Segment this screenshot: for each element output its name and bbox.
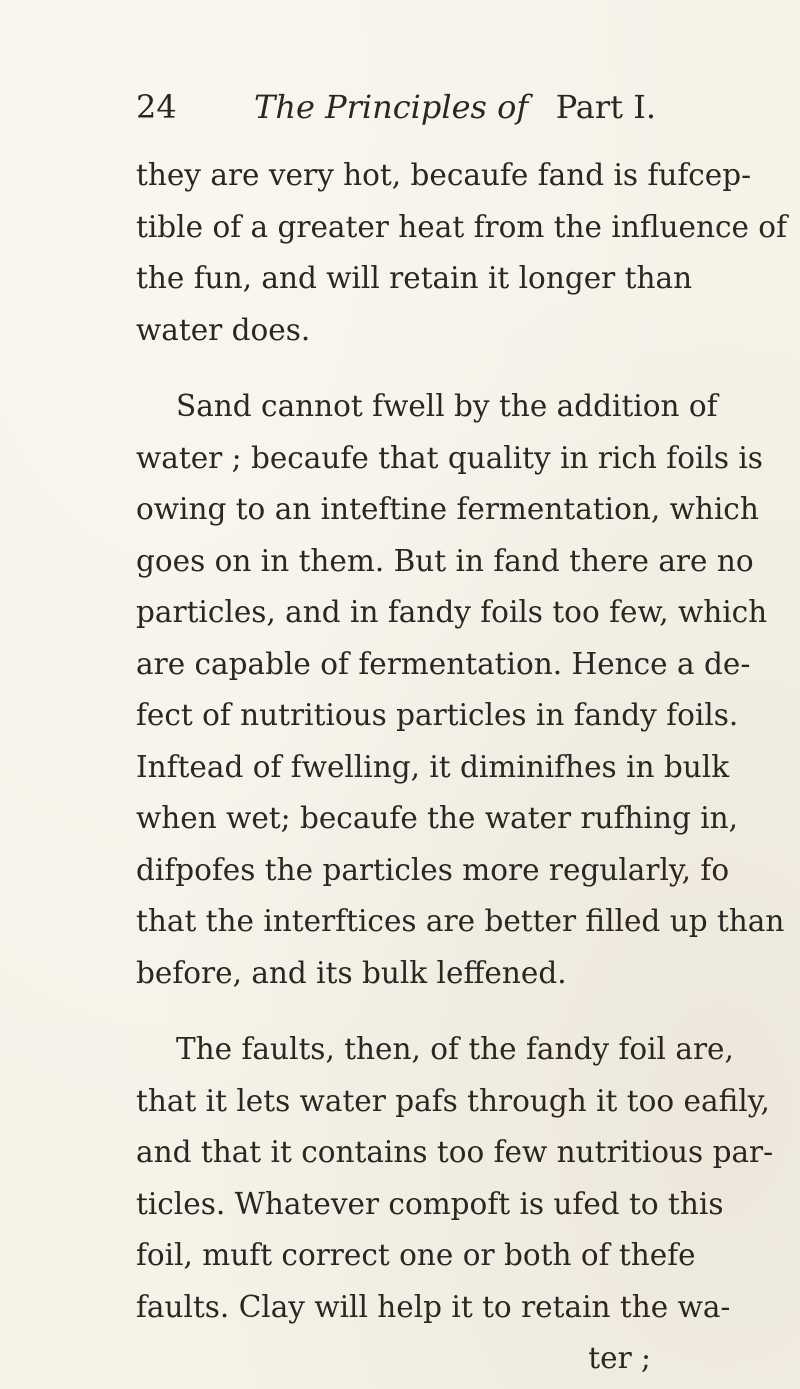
text-line: The faults, then, of the fandy foil are,	[176, 1032, 734, 1066]
text-line: goes on in them. But in fand there are no	[136, 543, 754, 578]
body-text	[136, 150, 787, 1385]
text-line: when wet; becaufe the water rufhing in,	[136, 801, 739, 835]
page-number: 24	[136, 88, 177, 126]
text-line: the fun, and will retain it longer than	[136, 261, 693, 295]
page-header	[136, 88, 656, 136]
text-line: and that it contains too few nutritious par-	[136, 1135, 774, 1169]
text-line: particles, and in fandy foils too few, which	[136, 595, 768, 629]
text-line: tible of a greater heat from the influence of	[136, 209, 787, 244]
text-line: faults. Clay will help it to retain the wa-	[136, 1289, 731, 1324]
part-label: Part I.	[555, 88, 656, 126]
paragraph-2	[136, 381, 785, 999]
paragraph-1	[136, 150, 787, 356]
text-line: fect of nutritious particles in fandy foils.	[136, 698, 739, 732]
text-line: Inftead of fwelling, it diminifhes in bulk	[136, 749, 730, 784]
text-line: difpofes the particles more regularly, fo	[136, 852, 730, 887]
catchword: ter ;	[588, 1341, 651, 1375]
running-title: The Principles of	[254, 88, 529, 126]
text-line: are capable of fermentation. Hence a de-	[136, 646, 751, 681]
text-line: water ; becaufe that quality in rich foils is	[136, 440, 763, 475]
text-line: water does.	[136, 312, 311, 347]
text-line: foil, muft correct one or both of thefe	[136, 1238, 696, 1272]
text-line: owing to an inteftine fermentation, which	[136, 492, 759, 526]
text-line: ticles. Whatever compoft is ufed to this	[136, 1186, 724, 1221]
text-line: that the interftices are better filled up than	[136, 904, 785, 938]
text-line: Sand cannot fwell by the addition of	[176, 389, 718, 423]
paragraph-3	[136, 1024, 774, 1333]
text-line: before, and its bulk leffened.	[136, 955, 567, 990]
text-line: that it lets water pafs through it too eafily,	[136, 1083, 770, 1118]
text-line: they are very hot, becaufe fand is fufcep-	[136, 158, 752, 192]
